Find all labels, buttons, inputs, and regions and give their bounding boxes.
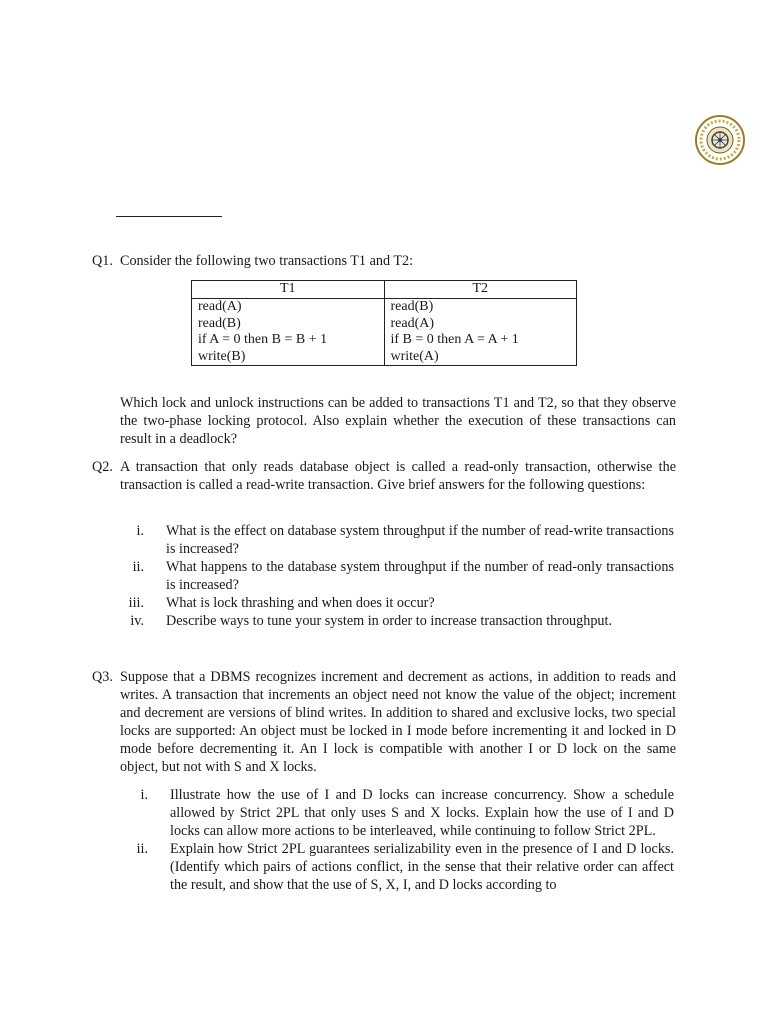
table-header-t1: T1 <box>192 281 385 299</box>
t2-step: write(A) <box>390 348 439 364</box>
t1-step: if A = 0 then B = B + 1 <box>198 332 328 347</box>
header-rule <box>116 216 222 217</box>
q2-label: Q2. <box>92 459 113 475</box>
item-text: What happens to the database system throughput if the number of read-only transactions is increased? <box>166 559 674 593</box>
q1-intro: Consider the following two transactions T1 and T2: <box>120 253 414 269</box>
t1-steps <box>192 299 385 366</box>
q1-text: Which lock and unlock instructions can be added to transactions T1 and T2, so that they observe the two-phase locking protocol. Also explain whether the execution of these transactions can result in a deadlock? <box>120 395 676 447</box>
question-1 <box>92 252 676 270</box>
item-number: iii. <box>128 595 144 611</box>
item-text: Describe ways to tune your system in order to increase transaction throughput. <box>166 613 612 629</box>
q2-text: A transaction that only reads database object is called a read-only transaction, otherwise the transaction is called a read-write transaction. Give brief answers for the following questions: <box>120 459 676 493</box>
q2-subquestions <box>128 522 674 630</box>
t1-step: write(B) <box>198 348 246 364</box>
item-text: What is lock thrashing and when does it occur? <box>166 595 435 611</box>
t1-step: read(A) <box>198 299 242 314</box>
item-number: ii. <box>132 559 144 575</box>
item-number: iv. <box>130 613 144 629</box>
list-item <box>136 522 674 558</box>
q1-label: Q1. <box>92 253 113 269</box>
table-header-t2: T2 <box>384 281 577 299</box>
q3-text: Suppose that a DBMS recognizes increment and decrement as actions, in addition to reads and writes. A transaction that increments an object need not know the value of the object; increment and decrement are versions of blind writes. In addition to shared and exclusive locks, two special locks are supported: An object must be locked in I mode before incrementing it and locked in D mode before decrementing it. An I lock is compatible with another I or D lock on the same object, but not with S and X locks. <box>120 669 676 775</box>
t2-step: read(A) <box>390 315 435 331</box>
item-number: i. <box>140 787 148 803</box>
list-item <box>132 558 674 594</box>
item-number: i. <box>136 523 144 539</box>
item-text: What is the effect on database system throughput if the number of read-write transactions is increased? <box>166 523 674 557</box>
item-text: Illustrate how the use of I and D locks can increase concurrency. Show a schedule allowed by Strict 2PL that only uses S and X locks. Explain how the use of I and D locks can allow more actions to be interleaved, while continuing to follow Strict 2PL. <box>170 787 674 839</box>
t1-step: read(B) <box>198 315 241 331</box>
t2-steps <box>384 299 577 366</box>
list-item <box>130 612 674 630</box>
question-1-text <box>92 394 676 448</box>
t2-step: if B = 0 then A = A + 1 <box>390 332 519 347</box>
list-item <box>140 786 674 840</box>
question-3 <box>92 668 676 776</box>
item-number: ii. <box>136 841 148 857</box>
institute-emblem-icon <box>694 114 746 166</box>
transactions-table <box>191 280 577 366</box>
question-2 <box>92 458 676 494</box>
item-text: Explain how Strict 2PL guarantees serializability even in the presence of I and D locks. (Identify which pairs of actions conflict, in the sense that their relative order can affect the result, and show that the use of S, X, I, and D locks according to <box>170 841 674 893</box>
q3-label: Q3. <box>92 669 113 685</box>
list-item <box>128 594 674 612</box>
t2-step: read(B) <box>390 299 434 314</box>
list-item <box>136 840 674 894</box>
q3-subquestions <box>136 786 674 894</box>
